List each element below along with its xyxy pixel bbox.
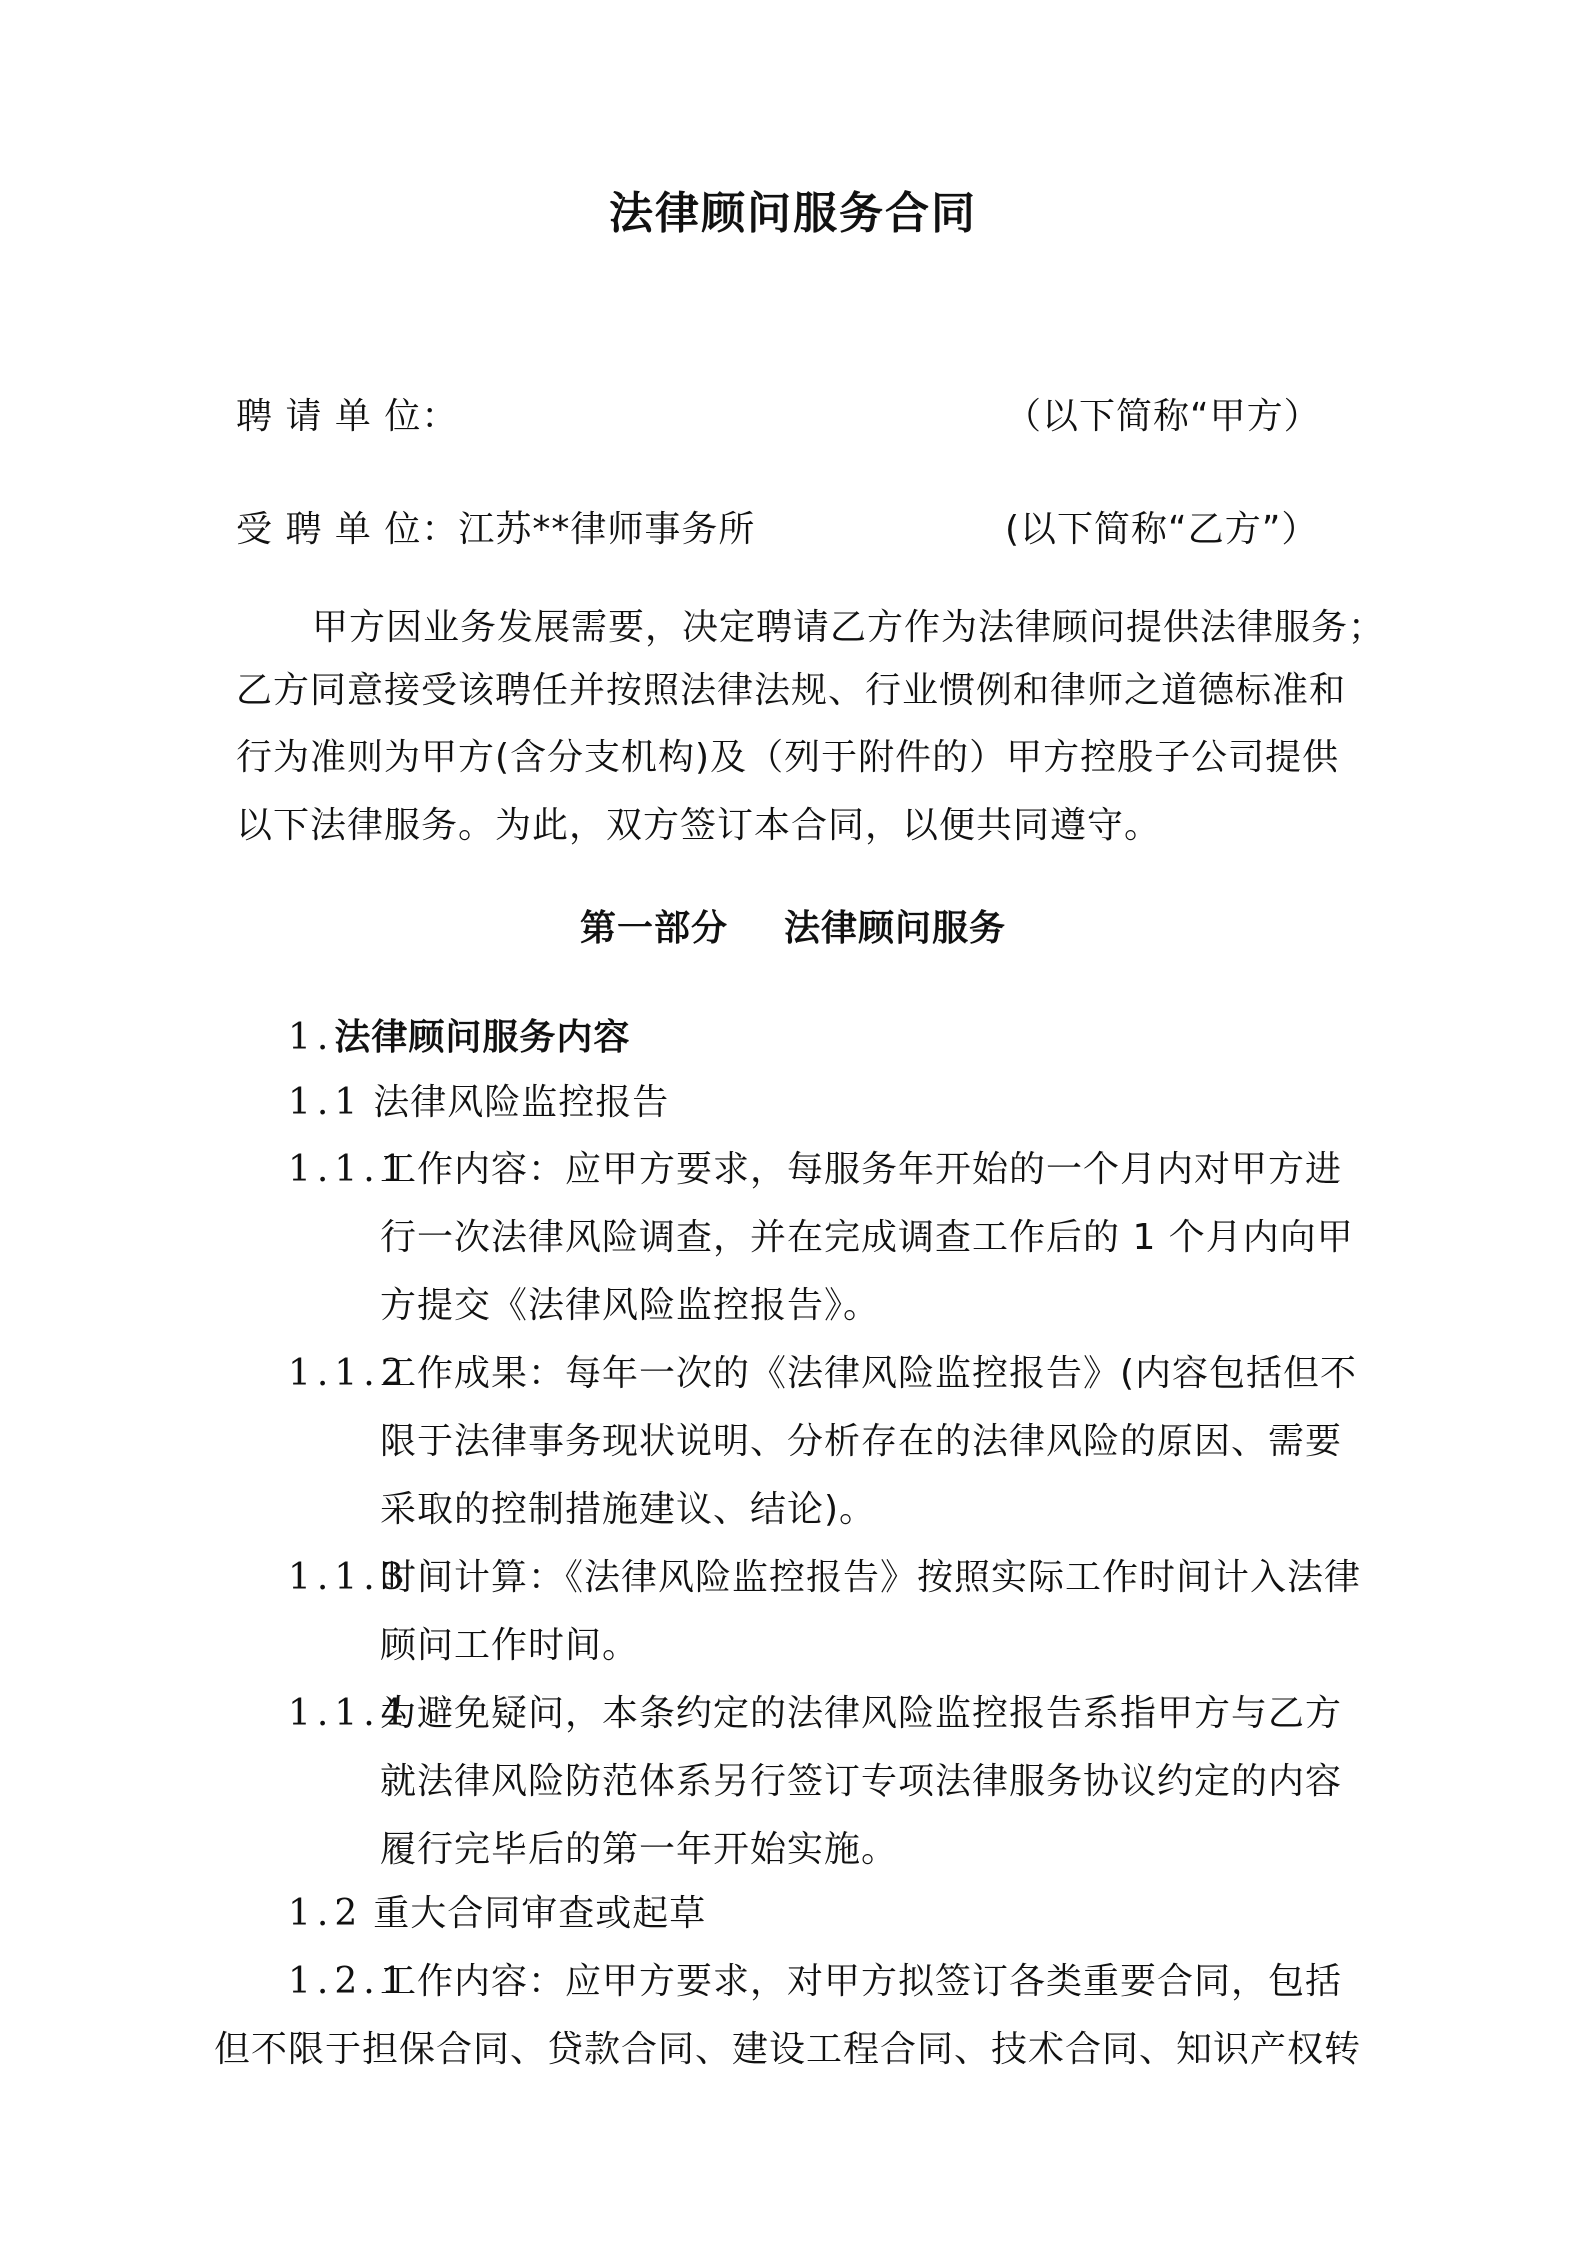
clause-heading: 法律顾问服务内容 [334, 1017, 631, 1058]
clause-heading: 重大合同审查或起草 [373, 1893, 707, 1934]
clause-1-1-3-line: 顾问工作时间。 [380, 1625, 640, 1666]
employee-row [236, 506, 755, 554]
employee-alias: (以下简称“乙方”） [1005, 509, 1319, 550]
clause-1-1-3-number: 1.1.3 [288, 1557, 410, 1598]
clause-1 [288, 1014, 630, 1062]
clause-1-1-4-number: 1.1.4 [288, 1693, 410, 1734]
clause-1-1-2-line: 工作成果：每年一次的《法律风险监控报告》(内容包括但不 [380, 1353, 1358, 1394]
clause-1-1-1-line: 工作内容：应甲方要求，每服务年开始的一个月内对甲方进 [380, 1149, 1343, 1190]
preamble-line: 乙方同意接受该聘任并按照法律法规、行业惯例和律师之道德标准和 [236, 670, 1347, 711]
clause-1-1-4-line: 为避免疑问，本条约定的法律风险监控报告系指甲方与乙方 [380, 1693, 1343, 1734]
clause-1-2-1-number: 1.2.1 [288, 1961, 410, 2002]
clause-1-1-3-line: 时间计算：《法律风险监控报告》按照实际工作时间计入法律 [380, 1557, 1362, 1598]
clause-1-2 [288, 1890, 706, 1938]
section-part: 第一部分 [579, 908, 728, 949]
clause-1-2-1-line: 工作内容：应甲方要求，对甲方拟签订各类重要合同，包括 [380, 1961, 1343, 2002]
employer-label: 聘 请 单 位： [236, 396, 459, 437]
preamble-line: 以下法律服务。为此，双方签订本合同，以便共同遵守。 [236, 805, 1162, 846]
clause-heading: 法律风险监控报告 [373, 1082, 670, 1123]
clause-1-1-4-line: 履行完毕后的第一年开始实施。 [380, 1829, 899, 1870]
clause-1-2-1-line: 但不限于担保合同、贷款合同、建设工程合同、技术合同、知识产权转 [214, 2029, 1362, 2070]
clause-number: 1.1 [288, 1082, 364, 1123]
clause-number: 1. [288, 1017, 335, 1058]
clause-1-1-2-line: 采取的控制措施建议、结论)。 [380, 1489, 877, 1530]
employer-row [236, 393, 458, 441]
clause-1-1-4-line: 就法律风险防范体系另行签订专项法律服务协议约定的内容 [380, 1761, 1343, 1802]
employee-label: 受 聘 单 位： [236, 509, 459, 550]
preamble-line: 行为准则为甲方(含分支机构)及（列于附件的）甲方控股子公司提供 [236, 737, 1340, 778]
clause-1-1-2-line: 限于法律事务现状说明、分析存在的法律风险的原因、需要 [380, 1421, 1343, 1462]
clause-1-1-1-number: 1.1.1 [288, 1149, 410, 1190]
employee-name: 江苏**律师事务所 [458, 509, 756, 550]
preamble-line: 甲方因业务发展需要，决定聘请乙方作为法律顾问提供法律服务； [312, 607, 1386, 648]
clause-1-1 [288, 1079, 669, 1127]
clause-1-1-2-number: 1.1.2 [288, 1353, 410, 1394]
section-name: 法律顾问服务 [784, 908, 1007, 949]
clause-1-1-1-line: 方提交《法律风险监控报告》。 [380, 1285, 881, 1326]
clause-number: 1.2 [288, 1893, 364, 1934]
clause-1-1-1-line: 行一次法律风险调查，并在完成调查工作后的 1 个月内向甲 [380, 1217, 1354, 1258]
section-heading [0, 905, 1586, 953]
document-title: 法律顾问服务合同 [609, 188, 977, 239]
employer-alias: （以下简称“甲方） [1005, 396, 1321, 437]
